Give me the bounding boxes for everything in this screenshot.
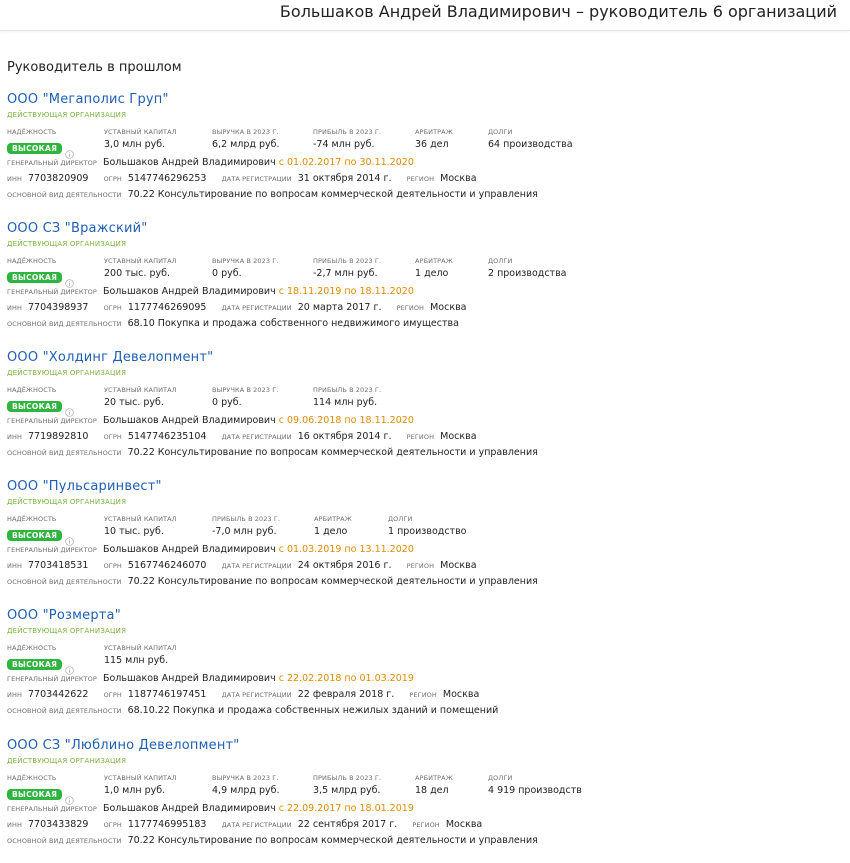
inn-label: ИНН: [7, 304, 22, 312]
profit-metric: [313, 774, 381, 796]
capital-metric: [104, 386, 177, 408]
debts-value[interactable]: 64 производства: [488, 139, 573, 150]
director-period: с 01.03.2019 по 13.11.2020: [278, 544, 414, 555]
activity-value: 70.22 Консультирование по вопросам коммерческой деятельности и управления: [127, 576, 538, 587]
activity-row: [7, 835, 538, 846]
ogrn-value: 1177746995183: [127, 819, 207, 830]
org-card: [0, 221, 850, 346]
reliability-value: [7, 523, 74, 542]
profit-label: ПРИБЫЛЬ В 2023 Г.: [313, 128, 382, 136]
capital-metric: [104, 774, 177, 796]
inn-value: 7703418531: [28, 560, 89, 571]
director-row: [7, 673, 414, 684]
capital-value: 10 тыс. руб.: [104, 526, 164, 537]
section-title: Руководитель в прошлом: [7, 60, 182, 75]
activity-row: [7, 189, 538, 200]
revenue-metric: [212, 128, 280, 150]
inn-value: 7719892810: [28, 431, 89, 442]
org-name-link[interactable]: ООО "Мегаполис Груп": [7, 92, 169, 107]
reliability-metric: [7, 774, 74, 801]
director-label: ГЕНЕРАЛЬНЫЙ ДИРЕКТОР: [7, 546, 97, 554]
reliability-label: НАДЁЖНОСТЬ: [7, 774, 57, 782]
registry-row: [7, 689, 479, 700]
director-label: ГЕНЕРАЛЬНЫЙ ДИРЕКТОР: [7, 675, 97, 683]
reliability-label: НАДЁЖНОСТЬ: [7, 644, 57, 652]
capital-metric: [104, 515, 177, 537]
region-value: Москва: [440, 173, 477, 184]
profit-value: -2,7 млн руб.: [313, 268, 378, 279]
region-value: Москва: [440, 560, 477, 571]
reliability-label: НАДЁЖНОСТЬ: [7, 386, 57, 394]
info-icon[interactable]: [65, 531, 74, 540]
debts-metric: [488, 257, 567, 279]
revenue-label: ВЫРУЧКА В 2023 Г.: [212, 257, 279, 265]
inn-label: ИНН: [7, 175, 22, 183]
reg-date-label: ДАТА РЕГИСТРАЦИИ: [221, 304, 292, 312]
director-name: Большаков Андрей Владимирович: [102, 673, 276, 684]
reliability-value: [7, 136, 74, 155]
org-card: [0, 350, 850, 475]
profit-metric: [212, 515, 280, 537]
inn-value: 7703820909: [28, 173, 89, 184]
org-card: [0, 738, 850, 863]
org-status: ДЕЙСТВУЮЩАЯ ОРГАНИЗАЦИЯ: [7, 627, 127, 635]
profit-label: ПРИБЫЛЬ В 2023 Г.: [313, 774, 382, 782]
capital-label: УСТАВНЫЙ КАПИТАЛ: [104, 774, 177, 782]
profit-metric: [313, 257, 381, 279]
top-bar: [0, 0, 850, 31]
reliability-badge: ВЫСОКАЯ: [7, 659, 62, 670]
reg-date-label: ДАТА РЕГИСТРАЦИИ: [221, 175, 292, 183]
capital-value: 20 тыс. руб.: [104, 397, 164, 408]
revenue-label: ВЫРУЧКА В 2023 Г.: [212, 386, 279, 394]
ogrn-label: ОГРН: [103, 304, 122, 312]
org-status: ДЕЙСТВУЮЩАЯ ОРГАНИЗАЦИЯ: [7, 757, 127, 765]
reliability-badge: ВЫСОКАЯ: [7, 789, 62, 800]
activity-label: ОСНОВНОЙ ВИД ДЕЯТЕЛЬНОСТИ: [7, 578, 122, 586]
reg-date-label: ДАТА РЕГИСТРАЦИИ: [221, 821, 292, 829]
ogrn-value: 1177746269095: [127, 302, 207, 313]
director-period: с 22.09.2017 по 18.01.2019: [278, 803, 414, 814]
debts-metric: [488, 128, 573, 150]
inn-label: ИНН: [7, 691, 22, 699]
activity-row: [7, 705, 498, 716]
director-period: с 22.02.2018 по 01.03.2019: [278, 673, 414, 684]
ogrn-label: ОГРН: [103, 175, 122, 183]
capital-metric: [104, 128, 177, 150]
director-label: ГЕНЕРАЛЬНЫЙ ДИРЕКТОР: [7, 417, 97, 425]
director-label: ГЕНЕРАЛЬНЫЙ ДИРЕКТОР: [7, 805, 97, 813]
activity-label: ОСНОВНОЙ ВИД ДЕЯТЕЛЬНОСТИ: [7, 837, 122, 845]
activity-row: [7, 318, 459, 329]
director-label: ГЕНЕРАЛЬНЫЙ ДИРЕКТОР: [7, 159, 97, 167]
reliability-label: НАДЁЖНОСТЬ: [7, 128, 57, 136]
arbitration-value[interactable]: 1 дело: [314, 526, 348, 537]
arbitration-value[interactable]: 1 дело: [415, 268, 449, 279]
capital-label: УСТАВНЫЙ КАПИТАЛ: [104, 257, 177, 265]
arbitration-label: АРБИТРАЖ: [314, 515, 352, 523]
activity-row: [7, 447, 538, 458]
activity-value: 68.10.22 Покупка и продажа собственных нежилых зданий и помещений: [127, 705, 499, 716]
arbitration-value[interactable]: 36 дел: [415, 139, 449, 150]
registry-row: [7, 173, 477, 184]
reg-date-label: ДАТА РЕГИСТРАЦИИ: [221, 562, 292, 570]
region-label: РЕГИОН: [406, 175, 435, 183]
ogrn-value: 5147746296253: [127, 173, 207, 184]
activity-value: 70.22 Консультирование по вопросам коммерческой деятельности и управления: [127, 835, 538, 846]
inn-value: 7704398937: [28, 302, 89, 313]
registry-row: [7, 302, 466, 313]
profit-label: ПРИБЫЛЬ В 2023 Г.: [212, 515, 281, 523]
reg-date-label: ДАТА РЕГИСТРАЦИИ: [221, 433, 292, 441]
director-row: [7, 286, 414, 297]
region-label: РЕГИОН: [396, 304, 425, 312]
reg-date-value: 20 марта 2017 г.: [297, 302, 382, 313]
debts-label: ДОЛГИ: [488, 128, 513, 136]
revenue-value: 6,2 млрд руб.: [212, 139, 280, 150]
page-title: Большаков Андрей Владимирович – руководитель 6 организаций: [279, 2, 837, 21]
region-value: Москва: [445, 819, 483, 830]
reg-date-value: 22 февраля 2018 г.: [297, 689, 395, 700]
director-name: Большаков Андрей Владимирович: [102, 415, 276, 426]
profit-value: -7,0 млн руб.: [212, 526, 277, 537]
director-label: ГЕНЕРАЛЬНЫЙ ДИРЕКТОР: [7, 288, 97, 296]
capital-label: УСТАВНЫЙ КАПИТАЛ: [104, 515, 177, 523]
org-status: ДЕЙСТВУЮЩАЯ ОРГАНИЗАЦИЯ: [7, 498, 127, 506]
debts-metric: [488, 774, 582, 796]
activity-label: ОСНОВНОЙ ВИД ДЕЯТЕЛЬНОСТИ: [7, 707, 122, 715]
ogrn-label: ОГРН: [103, 821, 122, 829]
org-status: ДЕЙСТВУЮЩАЯ ОРГАНИЗАЦИЯ: [7, 240, 127, 248]
reliability-value: [7, 652, 74, 671]
region-value: Москва: [440, 431, 477, 442]
reliability-badge: ВЫСОКАЯ: [7, 272, 62, 283]
inn-label: ИНН: [7, 821, 22, 829]
org-card: [0, 479, 850, 604]
director-period: с 18.11.2019 по 18.11.2020: [278, 286, 414, 297]
profit-value: 3,5 млрд руб.: [313, 785, 381, 796]
reliability-metric: [7, 257, 74, 284]
director-row: [7, 803, 414, 814]
info-icon[interactable]: [65, 790, 74, 799]
region-label: РЕГИОН: [406, 562, 435, 570]
region-value: Москва: [442, 689, 480, 700]
director-period: с 01.02.2017 по 30.11.2020: [278, 157, 414, 168]
registry-row: [7, 560, 477, 571]
debts-label: ДОЛГИ: [488, 774, 513, 782]
arbitration-metric: [415, 774, 453, 796]
capital-value: 115 млн руб.: [104, 655, 169, 666]
director-period: с 09.06.2018 по 18.11.2020: [278, 415, 414, 426]
activity-row: [7, 576, 538, 587]
region-value: Москва: [430, 302, 467, 313]
reliability-badge: ВЫСОКАЯ: [7, 401, 62, 412]
reliability-badge: ВЫСОКАЯ: [7, 143, 62, 154]
reliability-label: НАДЁЖНОСТЬ: [7, 515, 57, 523]
capital-metric: [104, 644, 177, 666]
region-label: РЕГИОН: [409, 691, 437, 699]
profit-value: -74 млн руб.: [313, 139, 375, 150]
arbitration-label: АРБИТРАЖ: [415, 257, 453, 265]
revenue-value: 4,9 млрд руб.: [212, 785, 280, 796]
debts-label: ДОЛГИ: [388, 515, 413, 523]
activity-value: 70.22 Консультирование по вопросам коммерческой деятельности и управления: [127, 189, 538, 200]
revenue-metric: [212, 257, 279, 279]
director-name: Большаков Андрей Владимирович: [102, 544, 276, 555]
arbitration-label: АРБИТРАЖ: [415, 128, 453, 136]
inn-value: 7703442622: [28, 689, 89, 700]
reg-date-value: 24 октября 2016 г.: [297, 560, 392, 571]
org-name-link[interactable]: ООО "Розмерта": [7, 608, 121, 623]
revenue-label: ВЫРУЧКА В 2023 Г.: [212, 128, 279, 136]
org-name-link[interactable]: ООО "Пульсаринвест": [7, 479, 162, 494]
capital-value: 1,0 млн руб.: [104, 785, 166, 796]
activity-label: ОСНОВНОЙ ВИД ДЕЯТЕЛЬНОСТИ: [7, 191, 122, 199]
capital-metric: [104, 257, 177, 279]
org-name-link[interactable]: ООО "Холдинг Девелопмент": [7, 350, 214, 365]
profit-value: 114 млн руб.: [313, 397, 378, 408]
arbitration-metric: [415, 257, 453, 279]
ogrn-value: 1187746197451: [127, 689, 207, 700]
reliability-metric: [7, 128, 74, 155]
revenue-metric: [212, 386, 279, 408]
reg-date-value: 31 октября 2014 г.: [297, 173, 392, 184]
info-icon[interactable]: [65, 402, 74, 411]
profit-metric: [313, 386, 381, 408]
region-label: РЕГИОН: [406, 433, 435, 441]
director-row: [7, 157, 414, 168]
debts-value[interactable]: 4 919 производств: [488, 785, 582, 796]
inn-value: 7703433829: [28, 819, 89, 830]
reg-date-value: 22 сентября 2017 г.: [297, 819, 398, 830]
inn-label: ИНН: [7, 433, 22, 441]
debts-value[interactable]: 2 производства: [488, 268, 567, 279]
activity-label: ОСНОВНОЙ ВИД ДЕЯТЕЛЬНОСТИ: [7, 449, 122, 457]
registry-row: [7, 431, 477, 442]
org-card: [0, 92, 850, 217]
director-row: [7, 544, 414, 555]
inn-label: ИНН: [7, 562, 22, 570]
registry-row: [7, 819, 482, 830]
org-name-link[interactable]: ООО СЗ "Люблино Девелопмент": [7, 738, 240, 753]
revenue-value: 0 руб.: [212, 397, 242, 408]
capital-value: 3,0 млн руб.: [104, 139, 166, 150]
capital-label: УСТАВНЫЙ КАПИТАЛ: [104, 128, 177, 136]
reliability-value: [7, 782, 74, 801]
org-status: ДЕЙСТВУЮЩАЯ ОРГАНИЗАЦИЯ: [7, 369, 127, 377]
director-name: Большаков Андрей Владимирович: [102, 803, 276, 814]
region-label: РЕГИОН: [412, 821, 440, 829]
reliability-label: НАДЁЖНОСТЬ: [7, 257, 57, 265]
reliability-metric: [7, 515, 74, 542]
info-icon[interactable]: [65, 273, 74, 282]
info-icon[interactable]: [65, 144, 74, 153]
profit-label: ПРИБЫЛЬ В 2023 Г.: [313, 257, 382, 265]
ogrn-label: ОГРН: [103, 691, 122, 699]
reg-date-value: 16 октября 2014 г.: [297, 431, 392, 442]
arbitration-metric: [415, 128, 453, 150]
arbitration-value[interactable]: 18 дел: [415, 785, 449, 796]
revenue-metric: [212, 774, 280, 796]
director-name: Большаков Андрей Владимирович: [102, 157, 276, 168]
debts-value[interactable]: 1 производство: [388, 526, 467, 537]
ogrn-label: ОГРН: [103, 433, 122, 441]
activity-value: 68.10 Покупка и продажа собственного недвижимого имущества: [127, 318, 459, 329]
arbitration-label: АРБИТРАЖ: [415, 774, 453, 782]
capital-label: УСТАВНЫЙ КАПИТАЛ: [104, 644, 177, 652]
debts-label: ДОЛГИ: [488, 257, 513, 265]
capital-value: 200 тыс. руб.: [104, 268, 170, 279]
activity-value: 70.22 Консультирование по вопросам коммерческой деятельности и управления: [127, 447, 538, 458]
org-card: [0, 608, 850, 733]
org-status: ДЕЙСТВУЮЩАЯ ОРГАНИЗАЦИЯ: [7, 111, 127, 119]
debts-metric: [388, 515, 467, 537]
profit-metric: [313, 128, 381, 150]
revenue-label: ВЫРУЧКА В 2023 Г.: [212, 774, 279, 782]
reliability-badge: ВЫСОКАЯ: [7, 530, 62, 541]
profit-label: ПРИБЫЛЬ В 2023 Г.: [313, 386, 382, 394]
ogrn-value: 5167746246070: [127, 560, 207, 571]
revenue-value: 0 руб.: [212, 268, 242, 279]
reliability-value: [7, 394, 74, 413]
reliability-metric: [7, 386, 74, 413]
info-icon[interactable]: [65, 660, 74, 669]
director-name: Большаков Андрей Владимирович: [102, 286, 276, 297]
capital-label: УСТАВНЫЙ КАПИТАЛ: [104, 386, 177, 394]
reg-date-label: ДАТА РЕГИСТРАЦИИ: [221, 691, 292, 699]
ogrn-label: ОГРН: [103, 562, 122, 570]
activity-label: ОСНОВНОЙ ВИД ДЕЯТЕЛЬНОСТИ: [7, 320, 122, 328]
ogrn-value: 5147746235104: [127, 431, 207, 442]
director-row: [7, 415, 414, 426]
reliability-metric: [7, 644, 74, 671]
org-name-link[interactable]: ООО СЗ "Вражский": [7, 221, 148, 236]
arbitration-metric: [314, 515, 352, 537]
reliability-value: [7, 265, 74, 284]
